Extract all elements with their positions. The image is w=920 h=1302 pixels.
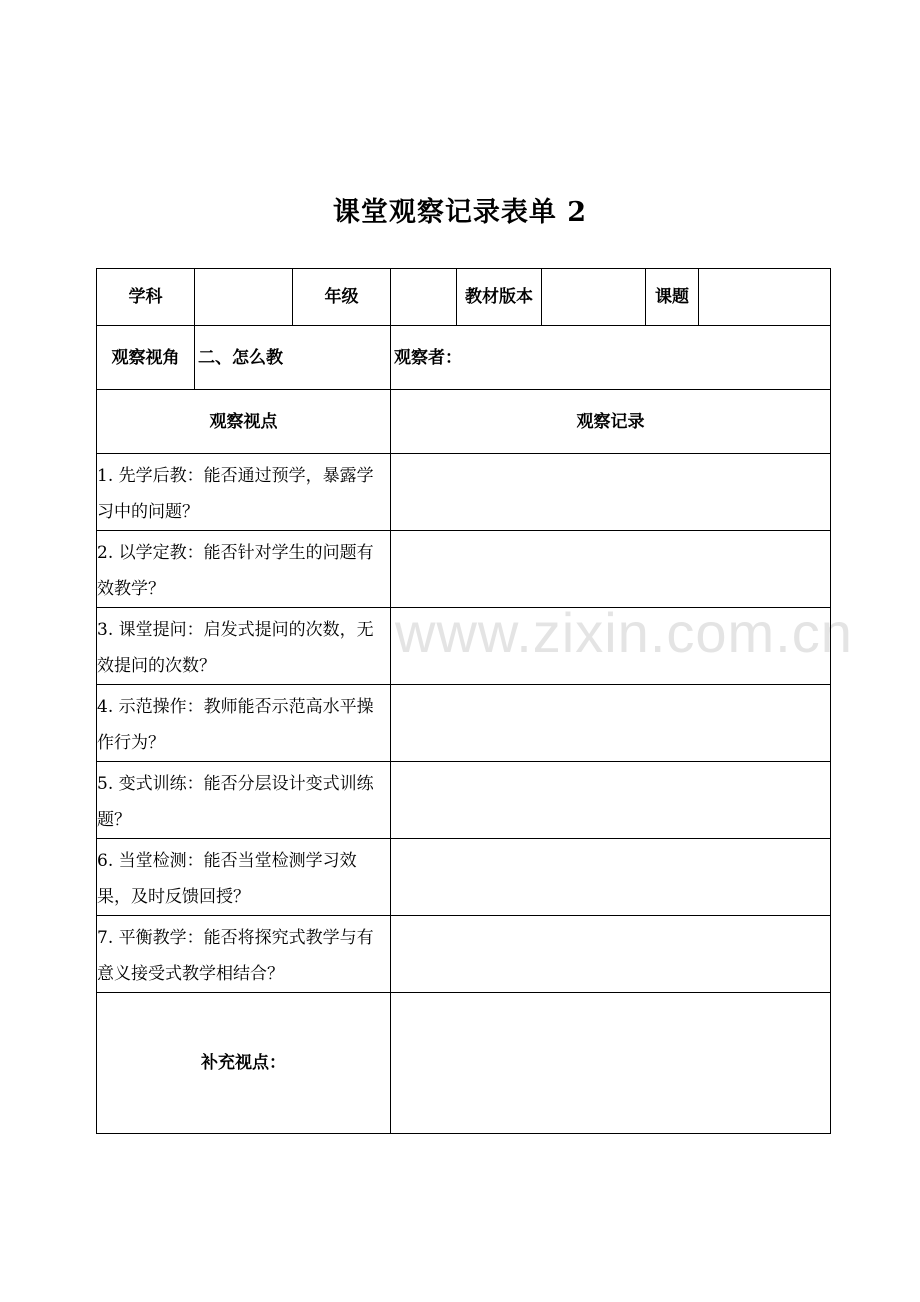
observation-point-7: 7. 平衡教学：能否将探究式教学与有意义接受式教学相结合？ bbox=[97, 916, 391, 993]
topic-value[interactable] bbox=[699, 269, 831, 326]
points-column-header: 观察视点 bbox=[97, 390, 391, 454]
observation-point-3: 3. 课堂提问：启发式提问的次数，无效提问的次数？ bbox=[97, 608, 391, 685]
observation-point-1: 1. 先学后教：能否通过预学，暴露学习中的问题？ bbox=[97, 454, 391, 531]
observation-record-5[interactable] bbox=[391, 762, 831, 839]
table-row bbox=[97, 916, 831, 993]
subject-value[interactable] bbox=[195, 269, 293, 326]
column-header-row bbox=[97, 390, 831, 454]
subject-label: 学科 bbox=[97, 269, 195, 326]
perspective-row bbox=[97, 326, 831, 390]
table-row bbox=[97, 839, 831, 916]
observation-record-2[interactable] bbox=[391, 531, 831, 608]
observation-point-5: 5. 变式训练：能否分层设计变式训练题？ bbox=[97, 762, 391, 839]
perspective-label: 观察视角 bbox=[97, 326, 195, 390]
observation-record-4[interactable] bbox=[391, 685, 831, 762]
observation-record-6[interactable] bbox=[391, 839, 831, 916]
grade-label: 年级 bbox=[293, 269, 391, 326]
form-title: 课堂观察记录表单 2 bbox=[332, 197, 588, 228]
table-row bbox=[97, 454, 831, 531]
observation-point-2: 2. 以学定教：能否针对学生的问题有效教学？ bbox=[97, 531, 391, 608]
textbook-value[interactable] bbox=[542, 269, 646, 326]
observer-label[interactable]: 观察者： bbox=[391, 326, 831, 390]
header-row bbox=[97, 269, 831, 326]
table-row bbox=[97, 685, 831, 762]
table-row bbox=[97, 762, 831, 839]
grade-value[interactable] bbox=[391, 269, 457, 326]
observation-record-7[interactable] bbox=[391, 916, 831, 993]
observation-record-3[interactable] bbox=[391, 608, 831, 685]
observation-form-table bbox=[96, 268, 831, 1134]
table-row bbox=[97, 608, 831, 685]
supplement-record[interactable] bbox=[391, 993, 831, 1134]
topic-label: 课题 bbox=[646, 269, 699, 326]
perspective-value: 二、怎么教 bbox=[195, 326, 391, 390]
supplement-row bbox=[97, 993, 831, 1134]
observation-point-4: 4. 示范操作：教师能否示范高水平操作行为？ bbox=[97, 685, 391, 762]
table-row bbox=[97, 531, 831, 608]
supplement-label: 补充视点： bbox=[97, 993, 391, 1134]
observation-point-6: 6. 当堂检测：能否当堂检测学习效果，及时反馈回授？ bbox=[97, 839, 391, 916]
textbook-label: 教材版本 bbox=[457, 269, 542, 326]
watermark: www.zixin.com.cn bbox=[395, 601, 853, 664]
observation-record-1[interactable] bbox=[391, 454, 831, 531]
records-column-header: 观察记录 bbox=[391, 390, 831, 454]
